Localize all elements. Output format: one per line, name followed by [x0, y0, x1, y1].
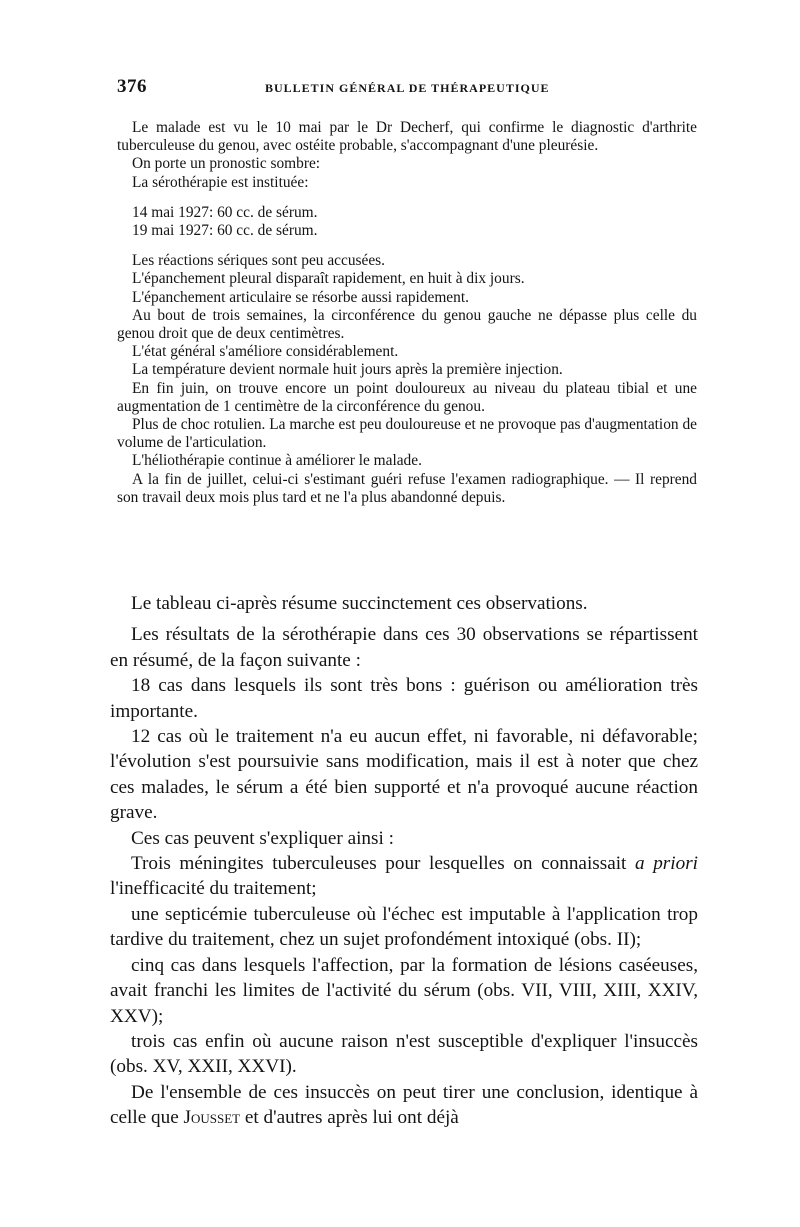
paragraph-heliotherapy: L'héliothérapie continue à améliorer le malade.: [132, 452, 422, 470]
paragraph-explanation: Ces cas peuvent s'expliquer ainsi :: [131, 827, 394, 849]
paragraph-caseous: cinq cas dans lesquels l'affection, par la formation de lésions caséeuses, avait franchi les limites de l'activité du sérum (obs. VII, VIII, XIII, XXIV, XXV);: [110, 954, 698, 1027]
conclusion-text-a: De l'ensemble de ces insuccès on peut tirer une conclusion, identique à celle que: [110, 1081, 698, 1129]
paragraph-good-cases: 18 cas dans lesquels ils sont très bons : guérison ou amélioration très importante.: [110, 675, 698, 722]
paragraph-serotherapy: La sérothérapie est instituée:: [132, 173, 309, 191]
paragraph-results: Les résultats de la sérothérapie dans ces 30 observations se répartissent en résumé, de la façon suivante :: [110, 624, 698, 671]
paragraph-july: A la fin de juillet, celui-ci s'estimant guéri refuse l'examen radiographique. — Il reprend son travail deux mois plus tard et ne l'a plus abandonné depuis.: [117, 470, 697, 506]
case-report-body: [117, 119, 697, 507]
conclusion-text-c: et d'autres après lui ont déjà: [240, 1107, 459, 1129]
page-number: 376: [117, 76, 147, 97]
paragraph-temperature: La température devient normale huit jours après la première injection.: [132, 361, 563, 379]
paragraph-dose-2: 19 mai 1927: 60 cc. de sérum.: [132, 222, 318, 240]
paragraph-unexplained: trois cas enfin où aucune raison n'est susceptible d'expliquer l'insuccès (obs. XV, XXII, XXVI).: [110, 1030, 698, 1078]
author-name: Jousset: [183, 1107, 241, 1129]
paragraph-prognosis: On porte un pronostic sombre:: [132, 155, 321, 173]
paragraph-conclusion: [110, 1080, 698, 1131]
paragraph-articular: L'épanchement articulaire se résorbe aussi rapidement.: [132, 288, 469, 306]
paragraph-diagnosis: Le malade est vu le 10 mai par le Dr Decherf, qui confirme le diagnostic d'arthrite tuberculeuse du genou, avec ostéite probable, s'accompagnant d'une pleurésie.: [117, 119, 697, 155]
paragraph-septicemia: une septicémie tuberculeuse où l'échec est imputable à l'application trop tardive du traitement, chez un sujet profondément intoxiqué (obs. II);: [110, 903, 698, 951]
paragraph-rotulian: Plus de choc rotulien. La marche est peu douloureuse et ne provoque pas d'augmentation de volume de l'articulation.: [117, 416, 697, 452]
paragraph-circumference: Au bout de trois semaines, la circonférence du genou gauche ne dépasse plus celle du genou droit que de deux centimètres.: [117, 306, 697, 343]
running-title: BULLETIN GÉNÉRAL DE THÉRAPEUTIQUE: [265, 81, 550, 95]
paragraph-meningitis: [110, 851, 698, 902]
paragraph-reactions: Les réactions sériques sont peu accusées.: [132, 252, 385, 270]
meningitis-text-a: Trois méningites tuberculeuses pour lesquelles on connaissait: [131, 853, 635, 875]
paragraph-june: En fin juin, on trouve encore un point douloureux au niveau du plateau tibial et une augmentation de 1 centimètre de la circonférence du genou.: [117, 379, 697, 415]
paragraph-dose-1: 14 mai 1927: 60 cc. de sérum.: [132, 203, 318, 221]
paragraph-pleural: L'épanchement pleural disparaît rapidement, en huit à dix jours.: [132, 270, 525, 288]
paragraph-failed-cases: 12 cas où le traitement n'a eu aucun effet, ni favorable, ni défavorable; l'évolution s'est poursuivie sans modification, mais il est à noter que chez ces malades, le sérum a été bien supporté et n'a provoqué aucune réaction grave.: [110, 726, 698, 824]
paragraph-general-state: L'état général s'améliore considérablement.: [132, 343, 399, 361]
meningitis-text-c: l'inefficacité du traitement;: [110, 878, 317, 900]
results-discussion: [110, 591, 698, 1131]
paragraph-summary-table: Le tableau ci-après résume succinctement ces observations.: [131, 593, 588, 614]
meningitis-text-italic: a priori: [635, 853, 698, 875]
